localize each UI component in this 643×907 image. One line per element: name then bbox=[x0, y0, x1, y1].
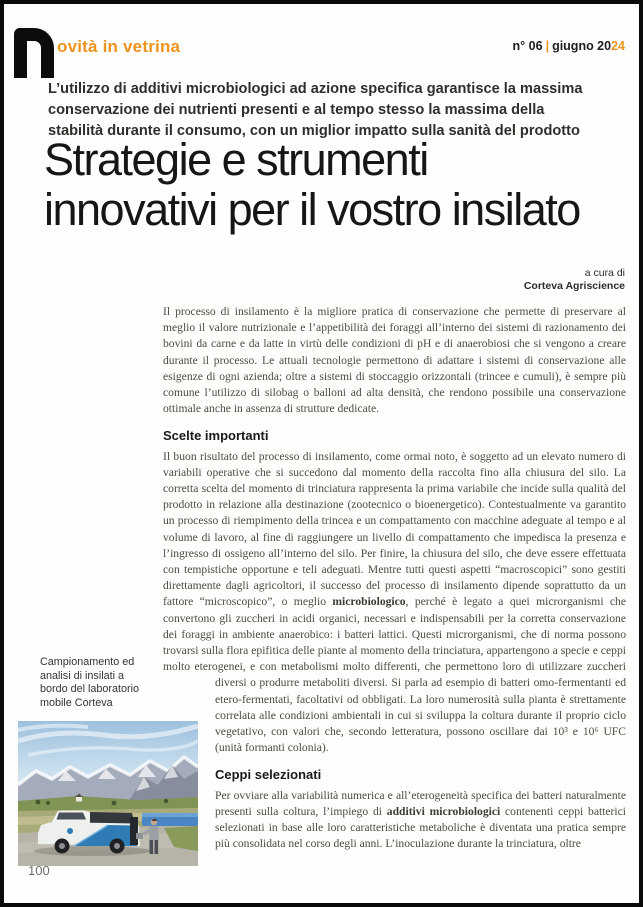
section-heading-ceppi: Ceppi selezionati bbox=[215, 767, 322, 783]
paragraph-ceppi bbox=[163, 788, 626, 853]
paragraph-scelte-text3: diversi. Si parla ad esempio di batteri omo-fermentanti ed etero-fermentati, facoltativi od obbligati. La loro numerosità sulla pianta è strettamente correlata alle condizioni ambientali in cui si sviluppa la coltura durante il proprio ciclo vegetativo, con valori che, secondo letteratura, possono oscillare dai 10³ e 10⁶ UFC (unità formanti colonia). bbox=[215, 676, 626, 755]
logo-letter-n bbox=[14, 28, 54, 78]
paragraph-scelte bbox=[163, 449, 626, 757]
tree bbox=[46, 801, 50, 805]
paragraph-scelte-text2: , perché è legato a quei microrganismi che convertono gli zuccheri in acidi organici, necessari e indispensabili per la corretta conservazione dei foraggi in ambiente anaerobico: i batteri lattici. Questi microrganismi, che di norma possono trovarsi sulla flora epifitica delle piante al momento della trinciatura, appartengono a specie e ceppi molto eterogenei, e con metabolismi molto differenti, che permettono loro di utilizzare zuccheri diversi o produrre metaboliti bbox=[163, 595, 627, 690]
truck-logo bbox=[67, 828, 73, 834]
article-body bbox=[163, 304, 626, 875]
blue-structure-top bbox=[142, 813, 198, 817]
page-number: 100 bbox=[28, 863, 50, 878]
byline-author: Corteva Agriscience bbox=[523, 280, 625, 292]
farm-house bbox=[76, 797, 82, 802]
byline bbox=[524, 267, 625, 293]
section-heading-scelte: Scelte importanti bbox=[163, 428, 269, 444]
standfirst: L’utilizzo di additivi microbiologici ad azione specifica garantisce la massima conservazione dei nutrienti presenti e al tempo stesso la massima della stabilità durante il consumo, con un miglior impatto sulla sanità del prodotto bbox=[48, 81, 583, 139]
paragraph-ceppi-text: Per ovviare alla variabilità numerica e all’eterogeneità specifica dei batteri naturalmente presenti sulla coltura, l’impiego di bbox=[215, 788, 626, 818]
photo-caption: Campionamento ed analisi di insilati a bordo del laboratorio mobile Corteva bbox=[40, 656, 140, 709]
bold-microbiologico: microbiologico bbox=[332, 595, 406, 609]
issue-number: n° 06 bbox=[512, 39, 543, 53]
photo-mobile-lab bbox=[18, 721, 198, 866]
page-title: Strategie e strumenti innovativi per il vostro insilato bbox=[44, 134, 580, 235]
paragraph-scelte-text: Il buon risultato del processo di insilamento, come ormai noto, è soggetto ad un elevato numero di variabili operative che si succedono dal momento della raccolta fino alla chiusura del silo. La corretta scelta del momento di trinciatura rappresenta la prima variabile che incide sulla qualità del prodotto in relazione alla destinazione (zootecnico o bioenergetico). Contestualmente va garantito un processo di riempimento della trincea e un compattamento con macchine adeguate al tempo e al volume di lavoro, al fine di raggiungere un livello di compattamento che impedisca la presenza e l’ingresso di ossigeno all’interno del silo. Per finire, la chiusura del silo, che deve essere effettuata con tempistiche opportune e teli adeguati. Mentre tutti questi aspetti “macroscopici” sono gestiti direttamente dagli agricoltori, il successo del processo di insilamento dipende soprattutto da un fattore “microscopico”, o meglio bbox=[163, 449, 626, 609]
wheel-hub bbox=[114, 843, 120, 849]
issue-separator: | bbox=[545, 39, 550, 53]
paragraph-intro: Il processo di insilamento è la migliore pratica di conservazione che permette di preservare al meglio il valore nutrizionale e l’appetibilità dei foraggi all’interno dei sistemi di razionamento dei bovini da carne e da latte in virtù delle condizioni di pH e di anaerobiosi che si vengono a creare durante il processo. Le attuali tecnologie permettono di adattare i sistemi di conservazione alle esigenze di ogni azienda; oltre a sistemi di stoccaggio orizzontali (trincee e cumuli), è sempre più comune l’utilizzo di silobag o balloni ad alta densità, che rendono possibile una conservazione ottimale anche in assenza di strutture dedicate. bbox=[163, 305, 626, 416]
bold-additivi-microbiologici: additivi microbiologici bbox=[386, 804, 501, 818]
tree bbox=[164, 799, 168, 803]
truck-shadow bbox=[34, 846, 150, 856]
issue-date-accent: 24 bbox=[611, 39, 625, 53]
person-leg bbox=[155, 840, 159, 854]
issue-date: giugno 20 bbox=[552, 39, 612, 53]
photo-mobile-lab-illustration bbox=[18, 721, 198, 866]
byline-prefix: a cura di bbox=[584, 267, 625, 279]
tree bbox=[112, 801, 117, 806]
equipment-box bbox=[136, 833, 143, 839]
truck-windows bbox=[57, 813, 87, 820]
issue-line bbox=[513, 39, 625, 53]
person-torso bbox=[149, 826, 159, 840]
wheel-hub bbox=[59, 843, 65, 849]
person-leg bbox=[150, 840, 154, 854]
paragraph-ceppi-text2: contenenti ceppi batterici selezionati in base alle loro caratteristiche metaboliche è diventata una pratica sempre più consolidata nel corso degli anni. L’inoculazione durante la trinciatura, oltre bbox=[215, 804, 627, 851]
tree bbox=[36, 800, 41, 805]
section-title: ovità in vetrina bbox=[57, 37, 181, 56]
truck-open-tailgate bbox=[130, 817, 138, 845]
